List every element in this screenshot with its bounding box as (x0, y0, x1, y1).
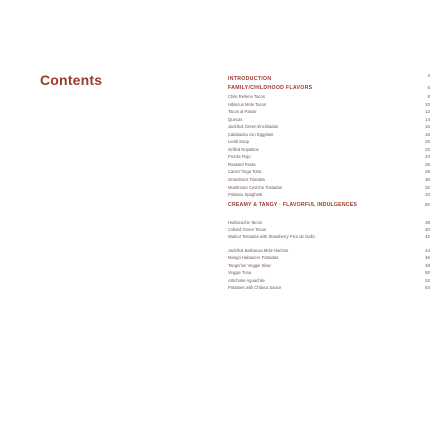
entry-title: Lentil Soup (228, 139, 249, 145)
entry-title: Roasted Pasta (228, 161, 256, 167)
page-number: 46 (425, 255, 430, 261)
entry-title: Artichoke Aguachile (228, 277, 265, 283)
page-number: 48 (425, 262, 430, 268)
page-number: 44 (425, 247, 430, 253)
page-number: 30 (425, 177, 430, 183)
section-label: INTRODUCTION (228, 76, 272, 82)
section-entries (228, 219, 430, 292)
page-number: 32 (425, 184, 430, 190)
toc-entry[interactable] (228, 168, 430, 176)
toc-entry[interactable] (228, 191, 430, 199)
toc-entry[interactable] (228, 176, 430, 184)
page-number: 12 (425, 109, 430, 115)
page-number: 54 (425, 285, 430, 291)
entry-title: Pozole Rojo (228, 154, 251, 160)
entry-title: Chile Relleno Tacos (228, 94, 265, 99)
toc-entry[interactable] (228, 153, 430, 161)
toc-entry[interactable] (228, 101, 430, 109)
entry-title: Carrot Tinga Torta (228, 169, 262, 175)
entry-title: Jackfruit Barbacoa Mole Nachos (228, 247, 289, 253)
page-number: 20 (425, 139, 430, 145)
page-number: 24 (425, 154, 430, 160)
table-of-contents (228, 72, 430, 292)
page-number: 26 (425, 161, 430, 167)
page-number: 28 (425, 169, 430, 175)
entry-title: Mango Habanero Tostadas (228, 255, 279, 261)
entry-title: Collard Green Tacos (228, 227, 267, 233)
toc-entry[interactable] (228, 234, 430, 247)
section-entries (228, 93, 430, 199)
page-number: 52 (425, 277, 430, 283)
toc-entry[interactable] (228, 254, 430, 262)
entry-title: Walnut Tostadas with Strawberry Pico de Gallo (228, 233, 315, 239)
toc-entry[interactable] (228, 131, 430, 139)
entry-title: Mushroom Ceviche Tostadas (228, 184, 282, 190)
toc-entry[interactable] (228, 93, 430, 101)
entry-title: Poblano Spaghetti (228, 192, 263, 198)
page-number: 50 (425, 270, 430, 276)
entry-title: Huitlacoche Tacos (228, 219, 262, 225)
toc-entry[interactable] (228, 284, 430, 292)
page-number: 22 (425, 146, 430, 152)
entry-title: Potatoes with Chilaca Sauce (228, 285, 282, 291)
section-label: CREAMY & TANGY · FLAVORFUL INDULGENCES (228, 201, 358, 208)
entry-title: Grandma's Tamales (228, 177, 266, 183)
page-number: 18 (425, 131, 430, 137)
toc-section-family[interactable] (228, 84, 430, 93)
page-title: Contents (40, 72, 103, 88)
page-number: 16 (425, 124, 430, 130)
section-label: FAMILY/CHILDHOOD FLAVORS (228, 85, 313, 91)
toc-entry[interactable] (228, 247, 430, 255)
entry-title: Veggie Tuna (228, 270, 252, 276)
toc-entry[interactable] (228, 138, 430, 146)
toc-entry[interactable] (228, 116, 430, 124)
entry-title: Tacos al Pastor (228, 109, 257, 115)
entry-title: Jackfruit Green Enchiladas (228, 124, 279, 130)
page-number: 8 (427, 94, 430, 99)
toc-entry[interactable] (228, 269, 430, 277)
page-number: 4 (427, 73, 430, 78)
page-number: 36 (424, 201, 430, 207)
toc-entry[interactable] (228, 123, 430, 131)
toc-introduction[interactable] (228, 72, 430, 84)
toc-section-indulgences[interactable] (228, 202, 430, 219)
toc-entry[interactable] (228, 146, 430, 154)
toc-entry[interactable] (228, 226, 430, 234)
toc-entry[interactable] (228, 108, 430, 116)
page-number: 6 (427, 85, 430, 90)
toc-entry[interactable] (228, 184, 430, 192)
entry-title: Grilled Nopalitos (228, 146, 259, 152)
toc-entry[interactable] (228, 277, 430, 285)
toc-entry[interactable] (228, 219, 430, 227)
page-number: 14 (425, 116, 430, 122)
entry-title: Quecas (228, 116, 243, 122)
page-number: 34 (425, 192, 430, 198)
page-number: 42 (425, 233, 430, 239)
entry-title: Calabacita con Eggplant (228, 131, 274, 137)
page-number: 10 (425, 101, 430, 107)
page-number: 40 (425, 227, 430, 233)
toc-entry[interactable] (228, 262, 430, 270)
entry-title: Tangerine Veggie Slaw (228, 262, 271, 268)
entry-title: Hibiscus Mole Tacos (228, 101, 267, 107)
toc-entry[interactable] (228, 161, 430, 169)
page-number: 38 (425, 219, 430, 225)
